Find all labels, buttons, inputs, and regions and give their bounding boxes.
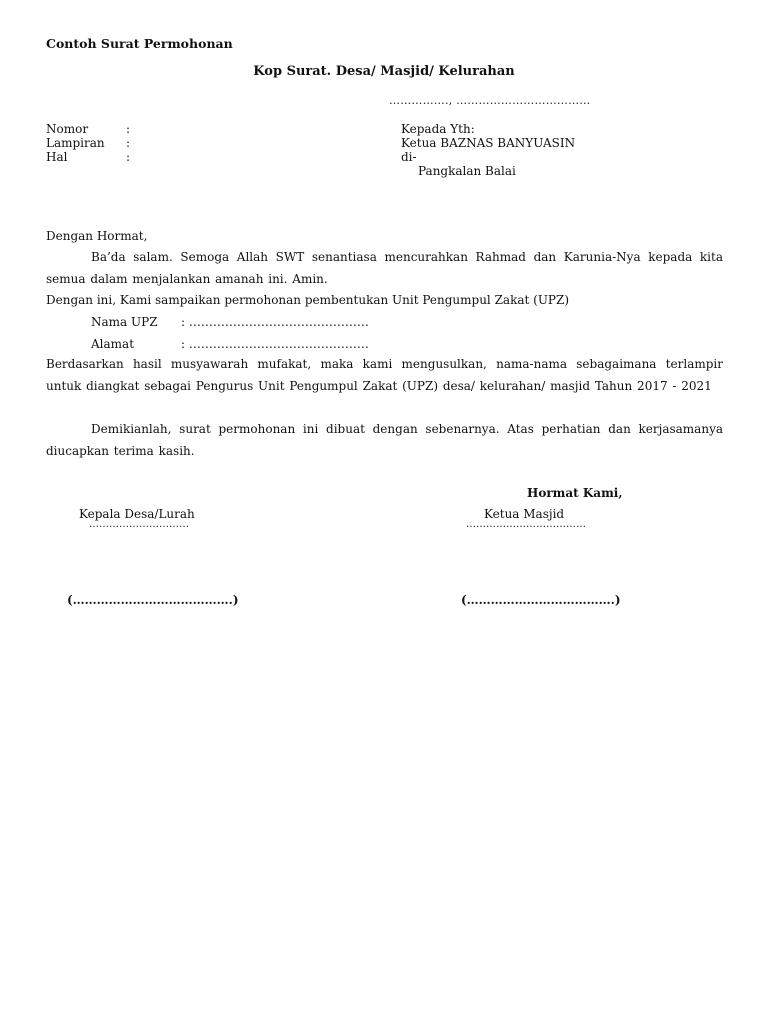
right-signatory-dots: ……………………………… bbox=[466, 519, 586, 530]
meta-label: Lampiran bbox=[46, 136, 105, 150]
paragraph-salam: Ba’da salam. Semoga Allah SWT senantiasa mencurahkan Rahmad dan Karunia-Nya kepada kita semua dalam menjalankan amanah ini. Amin. bbox=[46, 250, 723, 286]
left-signatory-title: Kepala Desa/Lurah bbox=[79, 507, 195, 521]
paragraph-permohonan: Dengan ini, Kami sampaikan permohonan pembentukan Unit Pengumpul Zakat (UPZ) bbox=[46, 293, 570, 307]
place-date-line: ……………., ……………………………… bbox=[389, 94, 591, 107]
document-heading: Contoh Surat Permohonan bbox=[46, 36, 233, 51]
recipient-line: Pangkalan Balai bbox=[418, 164, 516, 178]
field-label: Alamat bbox=[91, 337, 135, 351]
left-signatory-dots: ………………………… bbox=[89, 519, 189, 530]
meta-colon: : bbox=[126, 150, 131, 164]
field-value: : ……………………………………… bbox=[181, 315, 369, 329]
closing-salutation: Hormat Kami, bbox=[527, 486, 623, 500]
field-value: : ……………………………………… bbox=[181, 337, 369, 351]
field-label: Nama UPZ bbox=[91, 315, 158, 329]
left-signatory-name: (………………………………….) bbox=[67, 593, 239, 607]
field-row-alamat bbox=[0, 334, 768, 356]
recipient-line: Kepada Yth: bbox=[401, 122, 475, 136]
meta-label: Nomor bbox=[46, 122, 89, 136]
field-row-nama-upz bbox=[0, 312, 768, 334]
recipient-line: di- bbox=[401, 150, 417, 164]
greeting: Dengan Hormat, bbox=[46, 229, 148, 243]
letterhead-placeholder: Kop Surat. Desa/ Masjid/ Kelurahan bbox=[253, 64, 515, 79]
paragraph-penutup: Demikianlah, surat permohonan ini dibuat dengan sebenarnya. Atas perhatian dan kerjasamanya diucapkan terima kasih. bbox=[46, 422, 723, 458]
paragraph-usulan: Berdasarkan hasil musyawarah mufakat, maka kami mengusulkan, nama-nama sebagaimana terlampir untuk diangkat sebagai Pengurus Unit Pengumpul Zakat (UPZ) desa/ kelurahan/ masjid Tahun 2017 - 2021 bbox=[46, 357, 723, 393]
meta-colon: : bbox=[126, 136, 131, 150]
meta-label: Hal bbox=[46, 150, 68, 164]
meta-colon: : bbox=[126, 122, 131, 136]
right-signatory-title: Ketua Masjid bbox=[484, 507, 565, 521]
recipient-line: Ketua BAZNAS BANYUASIN bbox=[401, 136, 576, 150]
right-signatory-name: (……………………………….) bbox=[461, 593, 621, 607]
